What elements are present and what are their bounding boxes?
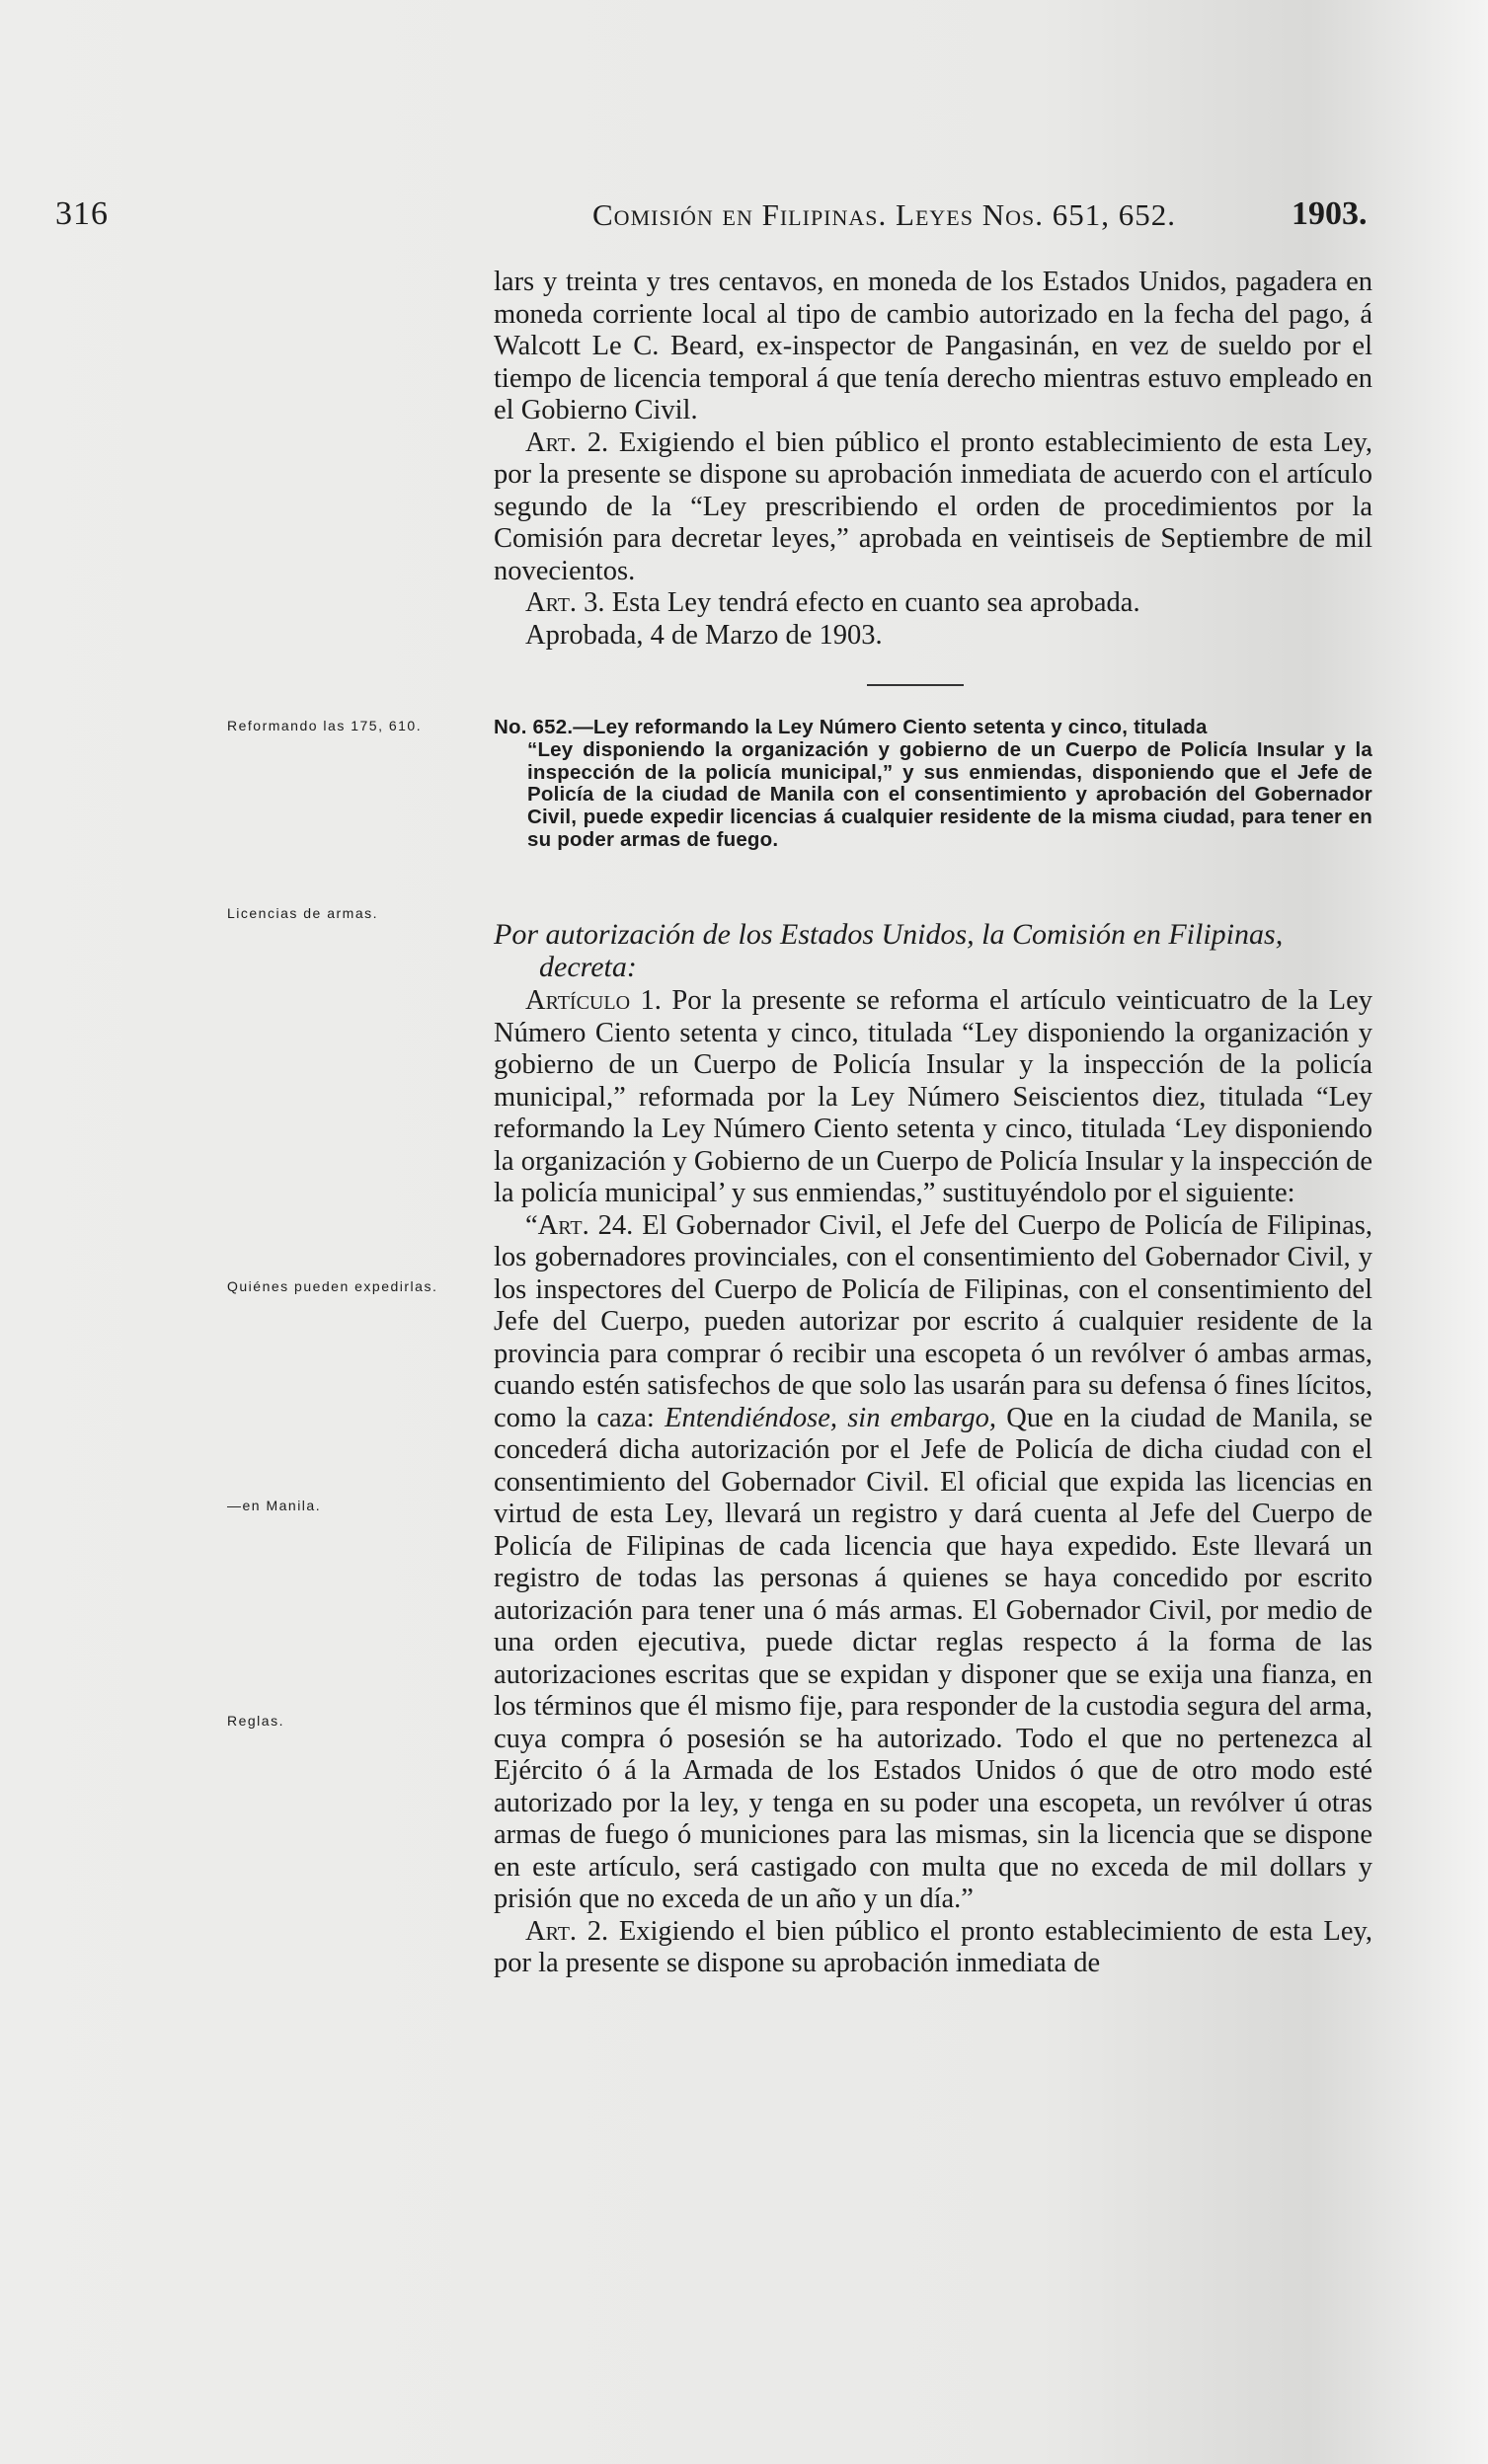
enacting-clause — [494, 918, 1372, 983]
header-year: 1903. — [1292, 195, 1368, 232]
section-divider — [867, 684, 964, 686]
approval-date: Aprobada, 4 de Marzo de 1903. — [525, 619, 883, 651]
paragraph: lars y treinta y tres centavos, en moneda de los Estados Unidos, pagadera en moneda corriente local al tipo de cambio autorizado en la fecha del pago, á Walcott Le C. Beard, ex-inspector de Pangasinán, en vez de sueldo por el tiempo de licencia temporal á que tenía derecho mientras estuvo empleado en el Gobierno Civil. — [494, 267, 1372, 425]
margin-note-who-issues: Quiénes pueden expedirlas. — [227, 1278, 438, 1294]
article-text: Esta Ley tendrá efecto en cuanto sea aprobada. — [604, 587, 1140, 618]
enacting-line-2: decreta: — [539, 951, 637, 983]
running-title: Comisión en Filipinas. Leyes Nos. 651, 652. — [592, 197, 1176, 232]
article-label: Art. 3. — [525, 587, 605, 618]
law-652-title — [494, 717, 1372, 852]
article-3-paragraph — [494, 587, 1372, 620]
margin-note-licenses: Licencias de armas. — [227, 905, 379, 921]
article-24-paragraph — [494, 1210, 1372, 1916]
proviso-italic: Entendiéndose, sin embargo, — [665, 1402, 997, 1433]
article-text-continued: Que en la ciudad de Manila, se concederá dicha autorización por el Jefe de Policía de dicha ciudad con el consentimiento del Gobernador Civil. El oficial que expida las licencias en virtud de esta Ley, llevará un registro y dará cuenta al Jefe del Cuerpo de Policía de Filipinas de cada licencia que haya expedido. Este llevará un registro de todas las personas á quienes se haya concedido por escrito autorización para tener una ó más armas. El Gobernador Civil, por medio de una orden ejecutiva, puede dictar reglas respecto á la forma de las autorizaciones escritas que se expidan y disponer que se exija una fianza, en los términos que él mismo fije, para responder de la custodia segura del arma, cuya compra ó posesión se ha autorizado. Todo el que no pertenezca al Ejército ó á la Armada de los Estados Unidos ó que de otro modo esté autorizado por la ley, y tenga en su poder una escopeta, un revólver ú otras armas de fuego ó municiones para las mismas, sin la licencia que se dispone en este artículo, será castigado con multa que no exceda de mil dollars y prisión que no exceda de un año y un día.” — [494, 1402, 1372, 1914]
law-652-body — [494, 985, 1372, 1980]
article-2-paragraph — [494, 1916, 1372, 1980]
margin-note-rules: Reglas. — [227, 1713, 284, 1729]
article-text: Por la presente se reforma el artículo veinticuatro de la Ley Número Ciento setenta y cinco, titulada “Ley disponiendo la organización y gobierno de un Cuerpo de Policía Insular y la inspección de la policía municipal,” reformada por la Ley Número Seiscientos diez, titulada “Ley reformando la Ley Número Ciento setenta y cinco, titulada ‘Ley disponiendo la organización y Gobierno de un Cuerpo de Policía Insular y la inspección de la policía municipal’ y sus enmiendas,” sustituyéndolo por el siguiente: — [494, 985, 1372, 1208]
page-header — [55, 195, 1368, 232]
article-1-paragraph — [494, 985, 1372, 1210]
article-label: Artículo 1. — [525, 985, 662, 1016]
article-label: “Art. 24. — [525, 1209, 634, 1241]
law-651-conclusion — [494, 267, 1372, 652]
article-label: Art. 2. — [525, 1915, 609, 1947]
enacting-line-1: Por autorización de los Estados Unidos, la Comisión en Filipinas, — [494, 918, 1284, 951]
article-text: Exigiendo el bien público el pronto establecimiento de esta Ley, por la presente se dispone su aprobación inmediata de acuerdo con el artículo segundo de la “Ley prescribiendo el orden de procedimientos por la Comisión para decretar leyes,” aprobada en veintiseis de Septiembre de mil novecientos. — [494, 426, 1372, 586]
article-label: Art. 2. — [525, 426, 609, 458]
margin-note-amends: Reformando las 175, 610. — [227, 718, 423, 733]
page-number: 316 — [55, 195, 109, 232]
article-2-paragraph — [494, 427, 1372, 588]
law-title-first-line: No. 652.—Ley reformando la Ley Número Ciento setenta y cinco, titulada — [494, 716, 1208, 738]
law-title-continuation: “Ley disponiendo la organización y gobierno de un Cuerpo de Policía Insular y la inspección de la policía municipal,” y sus enmiendas, disponiendo que el Jefe de Policía de la ciudad de Manila con el consentimiento y aprobación del Gobernador Civil, puede expedir licencias á cualquier residente de la misma ciudad, para tener en su poder armas de fuego. — [527, 737, 1372, 851]
margin-note-manila: —en Manila. — [227, 1498, 322, 1513]
article-text: Exigiendo el bien público el pronto establecimiento de esta Ley, por la presente se dispone su aprobación inmediata de — [494, 1915, 1372, 1978]
article-text: El Gobernador Civil, el Jefe del Cuerpo de Policía de Filipinas, los gobernadores provinciales, con el consentimiento del Gobernador Civil, y los inspectores del Cuerpo de Policía de Filipinas, con el consentimiento del Jefe del Cuerpo, pueden autorizar por escrito á cualquier residente de la provincia para comprar ó recibir una escopeta ó un revólver ó ambas armas, cuando estén satisfechos de que solo las usarán para su defensa ó fines lícitos, como la caza: — [494, 1209, 1372, 1433]
